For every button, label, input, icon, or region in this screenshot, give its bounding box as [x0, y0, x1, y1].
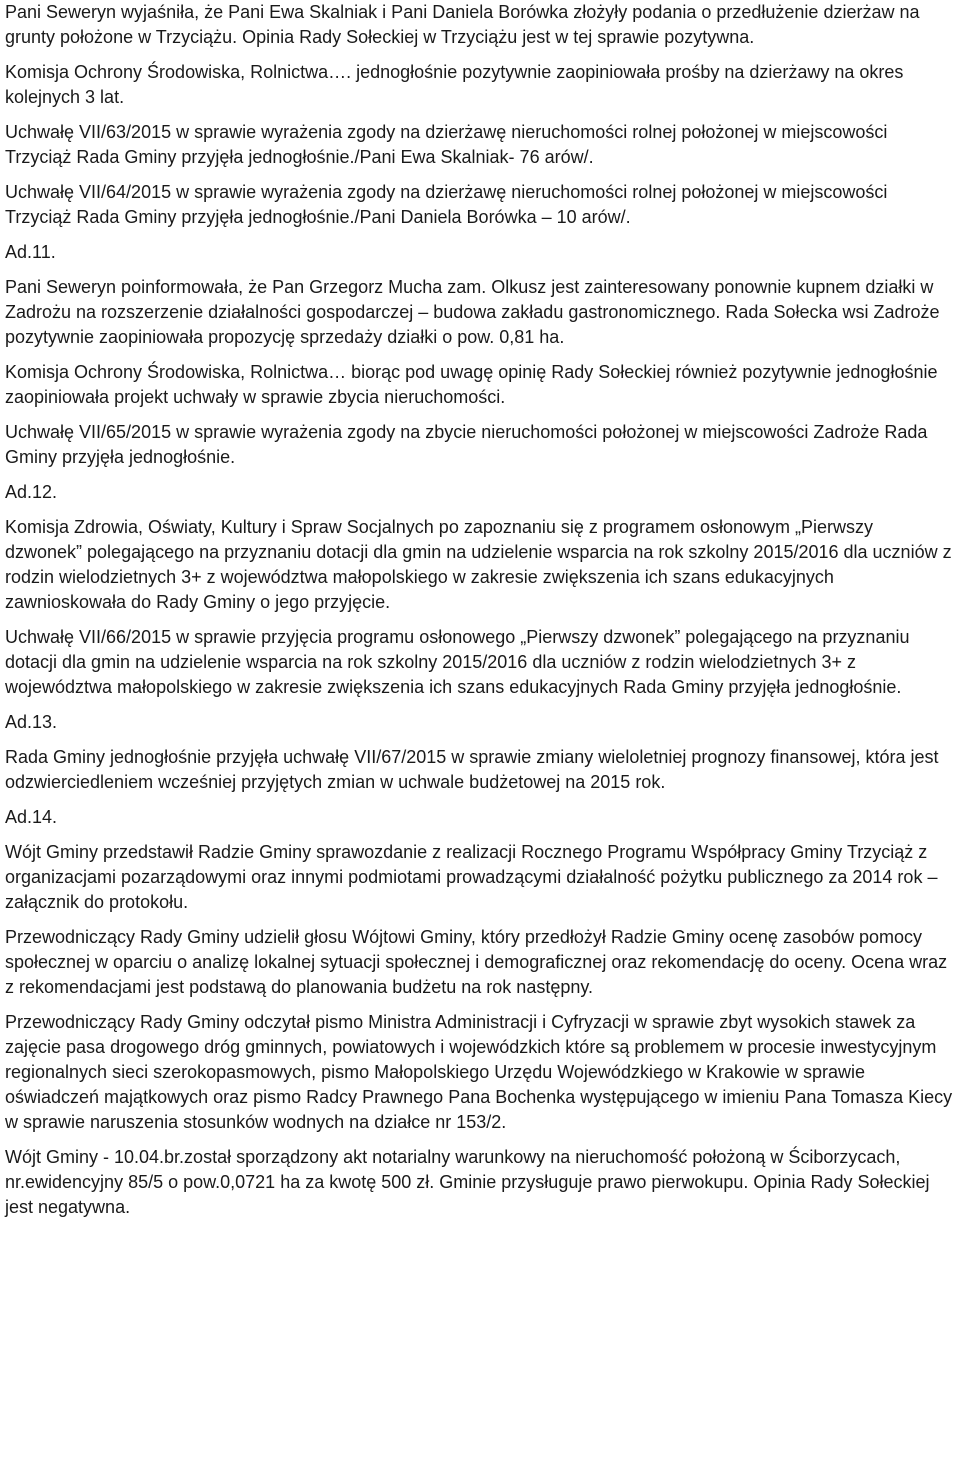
paragraph-pisma: Przewodniczący Rady Gminy odczytał pismo Ministra Administracji i Cyfryzacji w sprawie zbyt wysokich stawek za zajęcie pasa drogowego dróg gminnych, powiatowych i wojewódzkich które są problemem w procesie inwestycyjnym regionalnych sieci szerokopasmowych, pismo Małopolskiego Urzędu Wojewódzkiego w Krakowie w sprawie oświadczeń majątkowych oraz pismo Radcy Prawnego Pana Bochenka występującego w imieniu Pana Tomasza Kiecy w sprawie naruszenia stosunków wodnych na działce nr 153/2.: [5, 1012, 953, 1132]
paragraph-akt-notarialny: Wójt Gminy - 10.04.br.został sporządzony akt notarialny warunkowy na nieruchomość położoną w Ściborzycach, nr.ewidencyjny 85/5 o pow.0,0721 ha za kwotę 500 zł. Gminie przysługuje prawo pierwokupu. Opinia Rady Sołeckiej jest negatywna.: [5, 1147, 930, 1217]
paragraph-komisja-zbycie: Komisja Ochrony Środowiska, Rolnictwa… biorąc pod uwagę opinię Rady Sołeckiej również pozytywnie jednogłośnie zaopiniowała projekt uchwały w sprawie zbycia nieruchomości.: [5, 362, 938, 407]
paragraph-uchwala-67: Rada Gminy jednogłośnie przyjęła uchwałę VII/67/2015 w sprawie zmiany wieloletniej prognozy finansowej, która jest odzwierciedleniem wcześniej przyjętych zmian w uchwale budżetowej na 2015 rok.: [5, 747, 939, 792]
paragraph-uchwala-64: Uchwałę VII/64/2015 w sprawie wyrażenia zgody na dzierżawę nieruchomości rolnej położonej w miejscowości Trzyciąż Rada Gminy przyjęła jednogłośnie./Pani Daniela Borówka – 10 arów/.: [5, 182, 888, 227]
paragraph-dzierzawy-intro: Pani Seweryn wyjaśniła, że Pani Ewa Skalniak i Pani Daniela Borówka złożyły podania o przedłużenie dzierżaw na grunty położone w Trzyciążu. Opinia Rady Sołeckiej w Trzyciążu jest w tej sprawie pozytywna.: [5, 2, 920, 47]
paragraph-uchwala-66: Uchwałę VII/66/2015 w sprawie przyjęcia programu osłonowego „Pierwszy dzwonek” polegającego na przyznaniu dotacji dla gmin na udzielenie wsparcia na rok szkolny 2015/2016 dla uczniów z rodzin wielodzietnych 3+ z województwa małopolskiego w zakresie zwiększenia ich szans edukacyjnych Rada Gminy przyjęła jednogłośnie.: [5, 627, 910, 697]
section-heading-ad-12: Ad.12.: [5, 482, 58, 502]
paragraph-ocena-zasobow: Przewodniczący Rady Gminy udzielił głosu Wójtowi Gminy, który przedłożył Radzie Gminy ocenę zasobów pomocy społecznej w oparciu o analizę lokalnej sytuacji społecznej i demograficznej oraz rekomendację do oceny. Ocena wraz z rekomendacjami jest podstawą do planowania budżetu na rok następny.: [5, 927, 948, 997]
paragraph-sprawozdanie-wojta: Wójt Gminy przedstawił Radzie Gminy sprawozdanie z realizacji Rocznego Programu Współpracy Gminy Trzyciąż z organizacjami pozarządowymi oraz innymi podmiotami prowadzącymi działalność pożytku publicznego za 2014 rok – załącznik do protokołu.: [5, 842, 938, 912]
paragraph-dzialka-zadroze: Pani Seweryn poinformowała, że Pan Grzegorz Mucha zam. Olkusz jest zainteresowany ponownie kupnem działki w Zadrożu na rozszerzenie działalności gospodarczej – budowa zakładu gastronomicznego. Rada Sołecka wsi Zadroże pozytywnie zaopiniowała propozycję sprzedaży działki o pow. 0,81 ha.: [5, 277, 940, 347]
paragraph-komisja-zdrowia: Komisja Zdrowia, Oświaty, Kultury i Spraw Socjalnych po zapoznaniu się z programem osłonowym „Pierwszy dzwonek” polegającego na przyznaniu dotacji dla gmin na udzielenie wsparcia na rok szkolny 2015/2016 dla uczniów z rodzin wielodzietnych 3+ z województwa małopolskiego w zakresie zwiększenia ich szans edukacyjnych zawnioskowała do Rady Gminy o jego przyjęcie.: [5, 517, 952, 612]
paragraph-uchwala-63: Uchwałę VII/63/2015 w sprawie wyrażenia zgody na dzierżawę nieruchomości rolnej położonej w miejscowości Trzyciąż Rada Gminy przyjęła jednogłośnie./Pani Ewa Skalniak- 76 arów/.: [5, 122, 888, 167]
paragraph-komisja-opinia-dzierzawy: Komisja Ochrony Środowiska, Rolnictwa…. jednogłośnie pozytywnie zaopiniowała prośby na dzierżawy na okres kolejnych 3 lat.: [5, 62, 904, 107]
document-page: [5, 0, 955, 1230]
section-heading-ad-14: Ad.14.: [5, 807, 58, 827]
paragraph-uchwala-65: Uchwałę VII/65/2015 w sprawie wyrażenia zgody na zbycie nieruchomości położonej w miejscowości Zadroże Rada Gminy przyjęła jednogłośnie.: [5, 422, 928, 467]
section-heading-ad-11: Ad.11.: [5, 242, 56, 262]
section-heading-ad-13: Ad.13.: [5, 712, 58, 732]
